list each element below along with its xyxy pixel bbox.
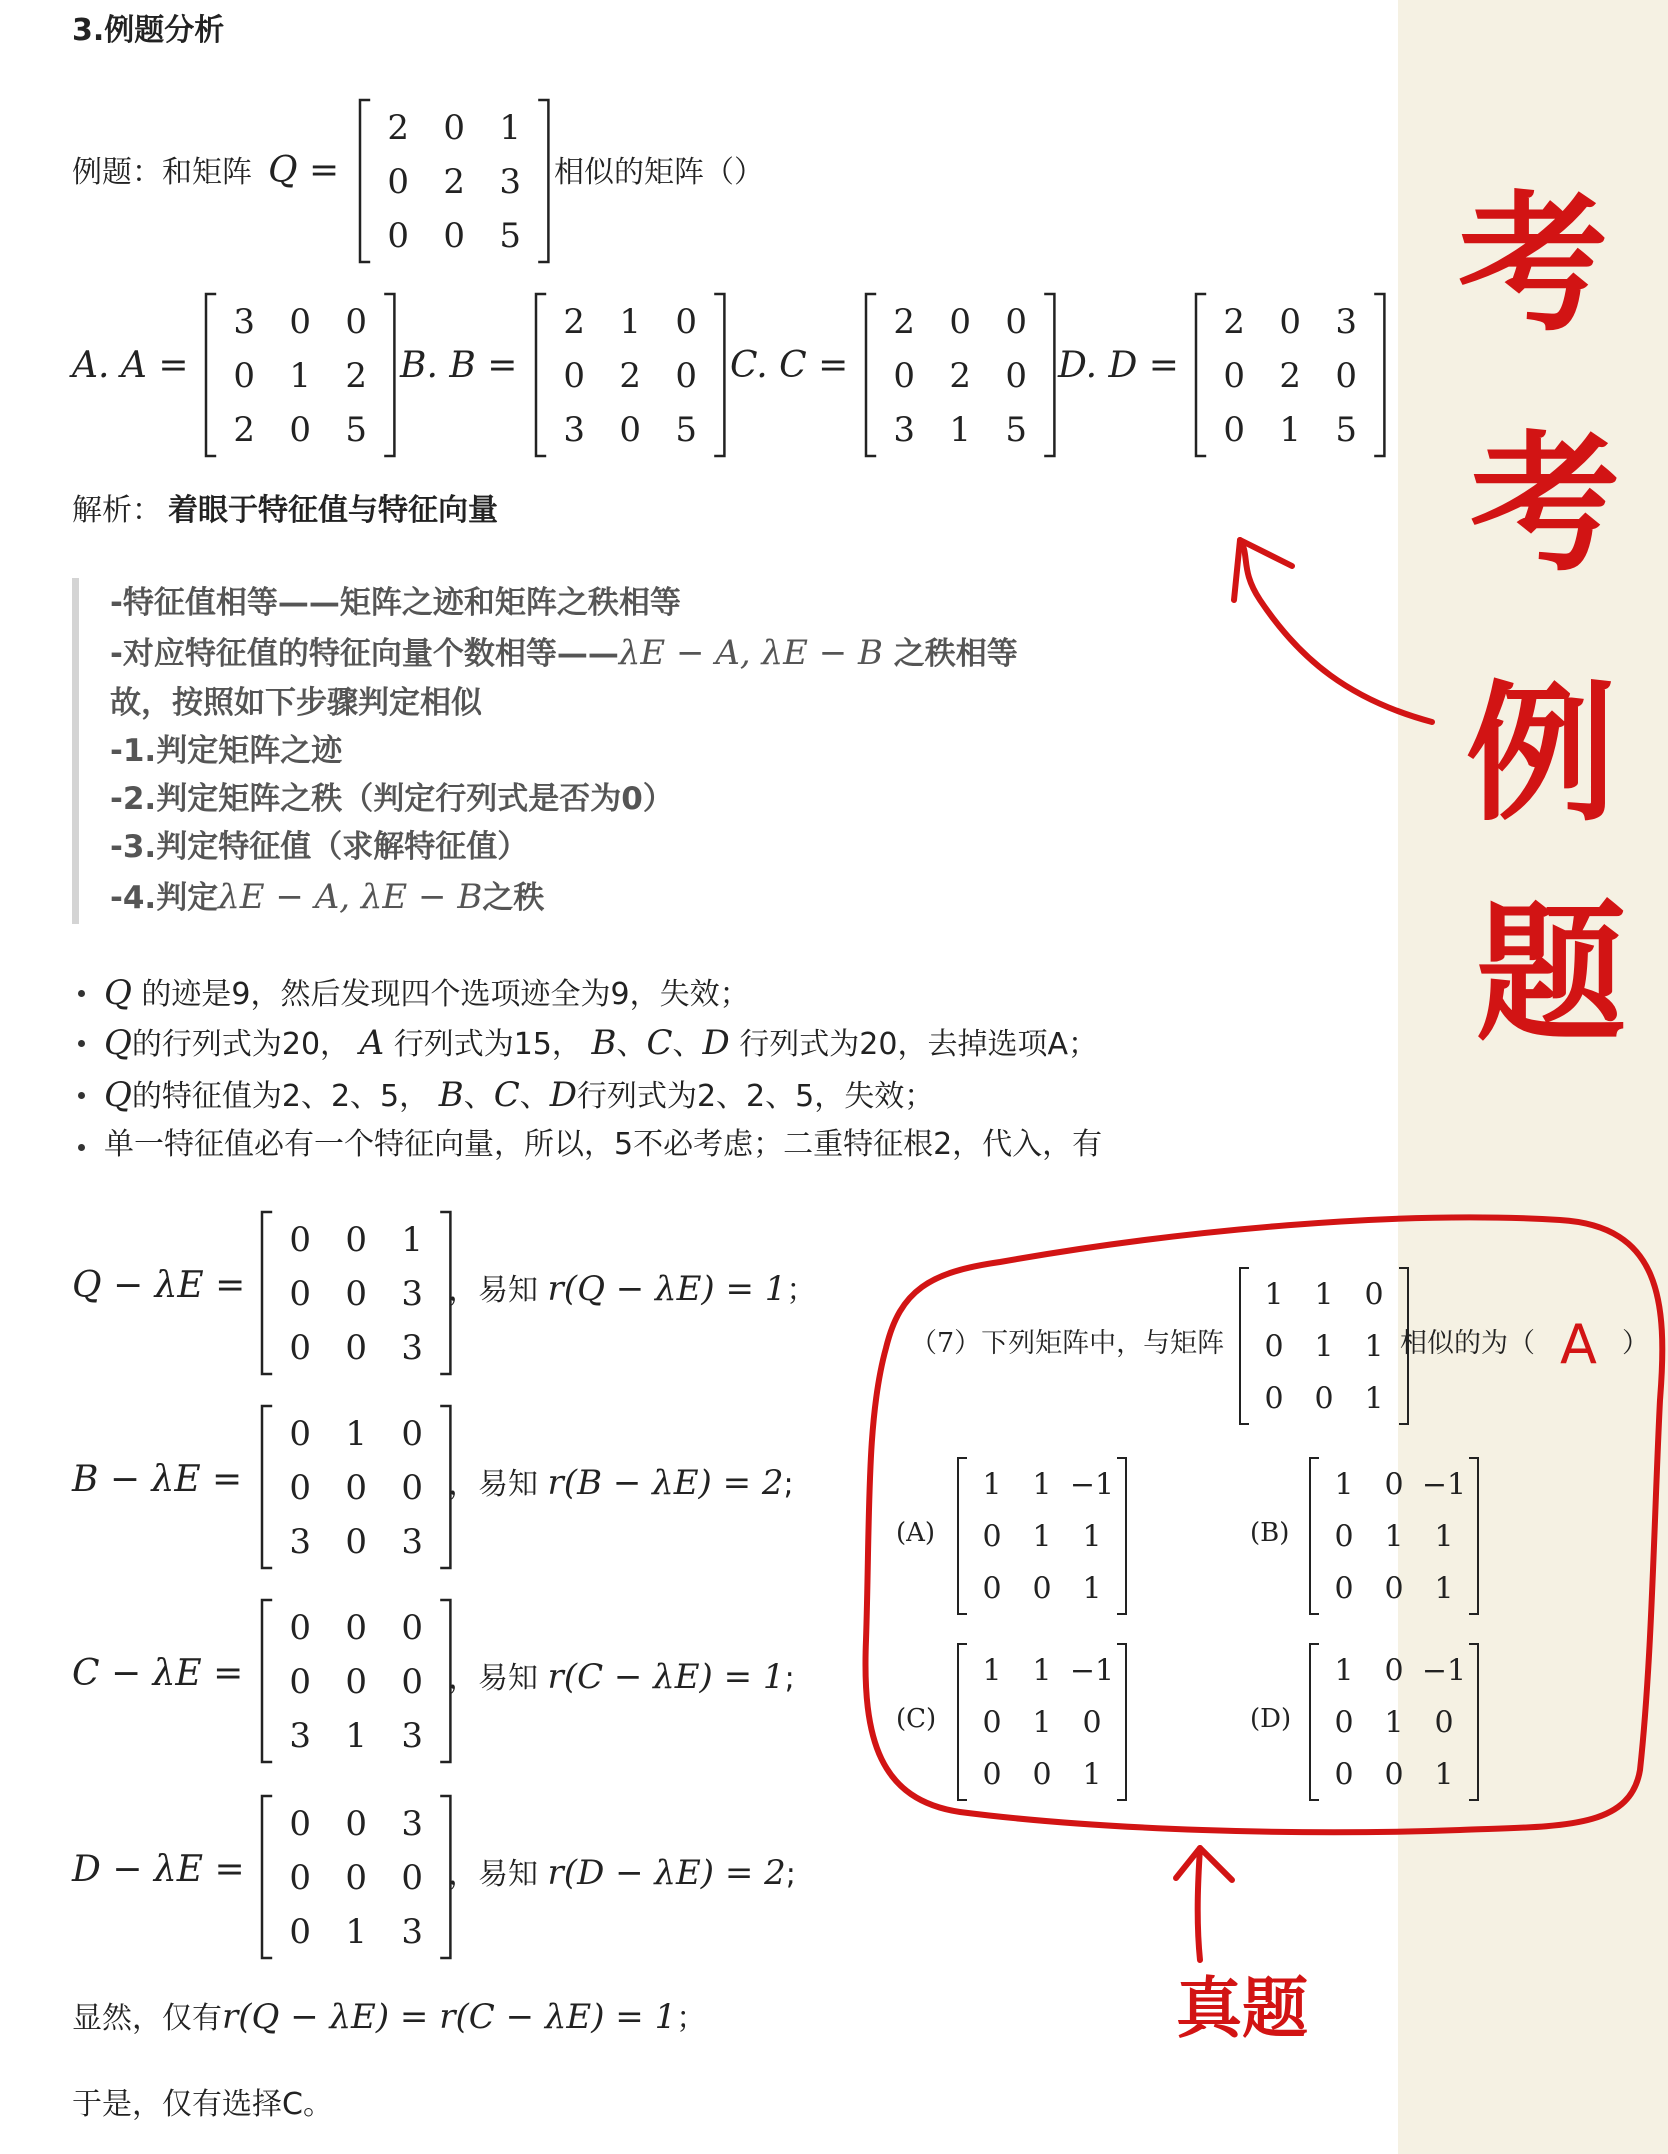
quote-line-3: 故，按照如下步骤判定相似 [110,685,482,721]
equals-sign: = [1137,345,1179,386]
option-b-matrix-right-bracket [714,294,724,456]
option-d-matrix-entry: 0 [1335,355,1358,396]
exam-option-d-matrix-right-bracket [1469,1644,1478,1800]
option-d-matrix-entry: 5 [1335,409,1358,450]
option-d-matrix-entry: 0 [1223,355,1246,396]
option-b-matrix [536,294,724,456]
exam-option-a-matrix-entry: 1 [1082,1571,1102,1607]
derivation-b-matrix-entry: 3 [401,1521,424,1562]
exam-option-a-matrix-entry: −1 [1069,1467,1115,1503]
exam-option-d-matrix-entry: 0 [1434,1705,1454,1741]
example-matrix-right-bracket [538,100,548,262]
math-q: Q [104,973,132,1013]
option-a-name: A [120,345,147,386]
derivation-q-matrix-entry: 3 [401,1273,424,1314]
derivation-d-end: ; [785,1857,796,1892]
derivation-q-matrix-right-bracket [440,1212,450,1374]
derivation-d-matrix-entry: 0 [289,1803,312,1844]
quote-line-2-suffix: 之秩相等 [893,636,1018,672]
exam-option-c-matrix [958,1644,1126,1800]
conclusion-2: 于是，仅有选择C。 [72,2087,333,2122]
annotation-bottom-label: 真题 [1176,1970,1308,2047]
derivation-b-matrix-entry: 0 [401,1467,424,1508]
exam-question-matrix-entry: 0 [1364,1277,1384,1313]
annotation-char-2: 考 [1470,418,1621,592]
option-c-matrix-entry: 0 [1005,301,1028,342]
exam-question-matrix-left-bracket [1240,1268,1249,1424]
option-a-matrix-entry: 0 [289,409,312,450]
annotation-char-3: 例 [1466,668,1617,842]
derivation-d-matrix-entry: 0 [345,1803,368,1844]
option-c-letter: C. [730,345,768,386]
exam-question-matrix-entry: 0 [1314,1381,1334,1417]
option-d-letter: D. [1058,345,1098,386]
math-bcd: B [591,1023,617,1063]
option-b-matrix-entry: 1 [619,301,642,342]
option-b-letter: B. [400,345,438,386]
option-b-matrix-entry: 0 [675,355,698,396]
exam-question-close: ） [1622,1328,1649,1359]
example-matrix-entry: 0 [443,215,466,256]
exam-option-a-matrix [958,1458,1126,1614]
exam-option-c-matrix-entry: 0 [982,1705,1002,1741]
bullet-2-text-b: 行列式为15， [393,1027,582,1062]
derivation-q-note-text: ，易知 [448,1273,538,1308]
option-c-matrix-entry: 0 [949,301,972,342]
exam-option-b-matrix-entry: 0 [1334,1519,1354,1555]
exam-option-c-matrix-right-bracket [1117,1644,1126,1800]
math-c: C [646,1023,673,1063]
quote-line-5: -2.判定矩阵之秩（判定行列式是否为0） [110,781,674,817]
exam-question-suffix: 相似的为（ [1400,1328,1535,1359]
exam-question-matrix-entry: 0 [1264,1381,1284,1417]
exam-option-b-matrix-right-bracket [1469,1458,1478,1614]
bullet-3: Q的特征值为2、2、5， B、C、D行列式为2、2、5，失效； [104,1075,935,1115]
derivation-q-lhs-text: Q − λE = [72,1265,246,1306]
derivation-c-note-math: r(C − λE) = 1 [547,1657,785,1697]
option-b-matrix-entry: 0 [563,355,586,396]
example-matrix-entry: 2 [387,107,410,148]
math-c: C [493,1075,520,1115]
derivation-b-matrix-entry: 3 [289,1521,312,1562]
option-d-matrix-right-bracket [1374,294,1384,456]
exam-question-matrix-right-bracket [1399,1268,1408,1424]
option-c-matrix-entry: 5 [1005,409,1028,450]
derivation-b-matrix-left-bracket [262,1406,272,1568]
exam-option-c-matrix-entry: 0 [982,1757,1002,1793]
quote-line-2-math: λE − A, λE − B [618,633,883,673]
example-matrix-entry: 0 [387,161,410,202]
derivation-b-matrix-entry: 0 [289,1413,312,1454]
derivation-c-matrix-entry: 0 [345,1607,368,1648]
equals-sign: = [806,345,849,386]
exam-option-a-matrix-entry: 0 [982,1519,1002,1555]
exam-option-a-matrix-left-bracket [958,1458,967,1614]
option-b-matrix-entry: 0 [619,409,642,450]
conclusion-1-text: 显然，仅有 [72,2001,222,2036]
derivation-d-matrix [262,1796,450,1958]
exam-option-a-matrix-entry: 0 [982,1571,1002,1607]
exam-option-a-matrix-right-bracket [1117,1458,1126,1614]
quote-line-2-text: -对应特征值的特征向量个数相等—— [110,636,619,672]
option-a-matrix-entry: 1 [289,355,312,396]
option-a-matrix-entry: 2 [345,355,368,396]
option-a-matrix-entry: 0 [289,301,312,342]
derivation-c-matrix-entry: 0 [401,1661,424,1702]
math-d: D [549,1075,577,1115]
option-a-matrix-entry: 0 [233,355,256,396]
example-matrix-entry: 2 [443,161,466,202]
option-c-name: C [779,345,807,386]
exam-question-matrix [1240,1268,1408,1424]
exam-question-matrix-entry: 1 [1264,1277,1284,1313]
bullet-2-text-a: 的行列式为20， [131,1027,351,1062]
analysis-text: 着眼于特征值与特征向量 [168,493,498,528]
exam-option-d-matrix-entry: 1 [1334,1653,1354,1689]
option-b-matrix-left-bracket [536,294,546,456]
derivation-q-matrix-entry: 0 [289,1273,312,1314]
derivation-d-matrix-left-bracket [262,1796,272,1958]
option-c-matrix-right-bracket [1044,294,1054,456]
option-a-matrix-entry: 3 [233,301,256,342]
example-matrix-left-bracket [360,100,370,262]
derivation-d-note-text: ，易知 [448,1857,538,1892]
derivation-q-matrix-entry: 0 [345,1327,368,1368]
derivation-c-matrix-entry: 0 [345,1661,368,1702]
exam-option-a-label: (A) [896,1518,936,1548]
bullet-4: 单一特征值必有一个特征向量，所以，5不必考虑；二重特征根2，代入，有 [104,1127,1103,1162]
example-matrix-entry: 3 [499,161,522,202]
derivation-b-note-math: r(B − λE) = 2 [547,1463,784,1503]
option-d-matrix-entry: 2 [1279,355,1302,396]
exam-option-c-matrix-entry: 1 [1032,1653,1052,1689]
option-b-matrix-entry: 0 [675,301,698,342]
derivation-q-matrix-entry: 0 [289,1327,312,1368]
exam-option-d-label: (D) [1250,1704,1292,1734]
derivation-c-matrix-entry: 0 [289,1607,312,1648]
exam-question-matrix-entry: 1 [1314,1329,1334,1365]
equals-sign: = [146,345,189,386]
exam-question-matrix-entry: 1 [1364,1381,1384,1417]
derivation-b-matrix-entry: 1 [345,1413,368,1454]
exam-option-c-matrix-entry: 0 [1082,1705,1102,1741]
exam-option-b-matrix-entry: 1 [1434,1519,1454,1555]
derivation-b-matrix-right-bracket [440,1406,450,1568]
math-d: D [702,1023,730,1063]
exam-option-b-label: (B) [1250,1518,1290,1548]
exam-option-d-matrix-entry: 0 [1384,1653,1404,1689]
analysis-label: 解析： [72,493,162,528]
exam-option-b-matrix-entry: 0 [1384,1571,1404,1607]
derivation-c-matrix-entry: 0 [401,1607,424,1648]
derivation-c-matrix-right-bracket [440,1600,450,1762]
derivation-c-matrix-entry: 3 [401,1715,424,1756]
derivation-b-matrix [262,1406,450,1568]
exam-option-d-matrix-entry: 1 [1384,1705,1404,1741]
example-matrix-entry: 0 [387,215,410,256]
exam-option-c-matrix-left-bracket [958,1644,967,1800]
exam-option-d-matrix-left-bracket [1310,1644,1319,1800]
option-d-matrix-entry: 2 [1223,301,1246,342]
derivation-d-matrix-entry: 3 [401,1911,424,1952]
derivation-d-matrix-entry: 1 [345,1911,368,1952]
math-b: B [438,1075,464,1115]
math-q: Q [104,1075,132,1115]
example-matrix-entry: 1 [499,107,522,148]
quote-line-4: -1.判定矩阵之迹 [110,733,343,769]
derivation-b-matrix-entry: 0 [345,1521,368,1562]
bullet-2-text-c: 行列式为20，去掉选项A； [739,1027,1098,1062]
derivation-d-matrix-right-bracket [440,1796,450,1958]
option-b-matrix-entry: 2 [563,301,586,342]
option-b-matrix-entry: 3 [563,409,586,450]
example-matrix-name: Q [268,150,298,191]
exam-option-d-matrix-entry: 0 [1334,1757,1354,1793]
quote-line-1: -特征值相等——矩阵之迹和矩阵之秩相等 [110,585,681,621]
option-a-letter: A. [72,345,110,386]
option-c-matrix-entry: 3 [893,409,916,450]
annotation-char-1: 考 [1458,178,1609,352]
exam-option-d-matrix-entry: 0 [1334,1705,1354,1741]
option-b-matrix-entry: 5 [675,409,698,450]
bullet-3-text-b: 行列式为2、2、5，失效； [576,1079,935,1114]
exam-option-c-matrix-entry: 1 [982,1653,1002,1689]
exam-option-d-matrix [1310,1644,1478,1800]
section-heading: 3.例题分析 [72,13,225,48]
exam-option-b-matrix-entry: −1 [1421,1467,1467,1503]
quote-line-7-math: λE − A, λE − B [218,877,483,917]
exam-question-matrix-entry: 1 [1314,1277,1334,1313]
exam-handwritten-answer: A [1560,1313,1597,1376]
option-a-matrix-right-bracket [384,294,394,456]
example-matrix [360,100,548,262]
annotation-arrow-up [1198,1848,1200,1960]
exam-option-c-matrix-entry: 1 [1082,1757,1102,1793]
exam-option-d-matrix-entry: 0 [1384,1757,1404,1793]
option-c-matrix-entry: 2 [893,301,916,342]
exam-option-d-matrix-entry: 1 [1434,1757,1454,1793]
option-b-name: B [449,345,476,386]
option-a-matrix-entry: 0 [345,301,368,342]
exam-option-b-matrix [1310,1458,1478,1614]
option-a-matrix-entry: 2 [233,409,256,450]
exam-option-d-matrix-entry: −1 [1421,1653,1467,1689]
derivation-d-matrix-entry: 0 [401,1857,424,1898]
option-a-matrix-left-bracket [206,294,216,456]
option-d-matrix-left-bracket [1196,294,1206,456]
example-matrix-entry: 5 [499,215,522,256]
option-c-matrix [866,294,1054,456]
quote-line-7-text: -4.判定 [110,880,219,916]
derivation-b-lhs-text: B − λE = [72,1459,243,1500]
equals-sign: = [297,150,340,191]
example-suffix: 相似的矩阵（） [554,155,764,190]
derivation-q-matrix-entry: 1 [401,1219,424,1260]
bullet-2: Q的行列式为20， A 行列式为15， B、C、D 行列式为20，去掉选项A； [104,1023,1098,1063]
exam-option-a-matrix-entry: 0 [1032,1571,1052,1607]
option-d-matrix-entry: 0 [1279,301,1302,342]
derivation-q-matrix-left-bracket [262,1212,272,1374]
derivation-q-matrix-entry: 0 [345,1273,368,1314]
derivation-d-note-math: r(D − λE) = 2 [547,1853,786,1893]
option-b-matrix-entry: 2 [619,355,642,396]
exam-option-a-matrix-entry: 1 [982,1467,1002,1503]
option-d-matrix-entry: 0 [1223,409,1246,450]
bullet-1-text: 的迹是9，然后发现四个选项迹全为9，失效； [141,977,750,1012]
example-prefix: 例题：和矩阵 [72,155,252,190]
option-c-matrix-entry: 2 [949,355,972,396]
derivation-q-matrix-entry: 3 [401,1327,424,1368]
exam-option-c-matrix-entry: 1 [1032,1705,1052,1741]
exam-option-a-matrix-entry: 1 [1032,1467,1052,1503]
option-c-matrix-entry: 0 [893,355,916,396]
bullet-3-text-a: 的特征值为2、2、5， [131,1079,430,1114]
conclusion-1-end: ； [676,2001,707,2036]
example-matrix-entry: 0 [443,107,466,148]
equals-sign: = [475,345,518,386]
derivation-q-matrix [262,1212,450,1374]
derivation-b-matrix-entry: 0 [289,1467,312,1508]
exam-option-b-matrix-entry: 0 [1334,1571,1354,1607]
derivation-b-note-text: ，易知 [448,1467,538,1502]
derivation-q-matrix-entry: 0 [345,1219,368,1260]
exam-option-b-matrix-entry: 1 [1434,1571,1454,1607]
derivation-d-matrix-entry: 0 [289,1857,312,1898]
exam-question-matrix-entry: 0 [1264,1329,1284,1365]
option-c-matrix-entry: 0 [1005,355,1028,396]
quote-line-6: -3.判定特征值（求解特征值） [110,829,529,865]
option-d-matrix-entry: 1 [1279,409,1302,450]
derivation-b-matrix-entry: 0 [401,1413,424,1454]
derivation-d-matrix-entry: 0 [289,1911,312,1952]
derivation-d-matrix-entry: 0 [345,1857,368,1898]
derivation-c-matrix-left-bracket [262,1600,272,1762]
exam-option-a-matrix-entry: 1 [1082,1519,1102,1555]
option-a-matrix [206,294,394,456]
derivation-c-matrix-entry: 1 [345,1715,368,1756]
conclusion-1-math: r(Q − λE) = r(C − λE) = 1 [222,1997,677,2037]
derivation-q-end: ； [786,1273,817,1308]
option-a-matrix-entry: 5 [345,409,368,450]
option-d-matrix-entry: 3 [1335,301,1358,342]
derivation-c-lhs-text: C − λE = [72,1653,244,1694]
derivation-q-note-math: r(Q − λE) = 1 [547,1269,787,1309]
derivation-d-matrix-entry: 3 [401,1803,424,1844]
math-q: Q [104,1023,132,1063]
derivation-c-matrix-entry: 3 [289,1715,312,1756]
option-c-matrix-left-bracket [866,294,876,456]
annotation-char-4: 题 [1476,888,1627,1062]
derivation-c-matrix [262,1600,450,1762]
exam-option-b-matrix-entry: 1 [1384,1519,1404,1555]
exam-option-b-matrix-entry: 1 [1334,1467,1354,1503]
exam-option-b-matrix-left-bracket [1310,1458,1319,1614]
exam-option-c-matrix-entry: −1 [1069,1653,1115,1689]
annotation-arrow-up-head [1176,1848,1232,1880]
quote-line-7-suffix: 之秩 [482,880,545,916]
derivation-b-matrix-entry: 0 [345,1467,368,1508]
derivation-b-end: ; [783,1467,794,1502]
annotation-arrow-upleft [1240,540,1432,722]
derivation-c-end: ; [784,1661,795,1696]
exam-option-a-matrix-entry: 1 [1032,1519,1052,1555]
exam-option-c-matrix-entry: 0 [1032,1757,1052,1793]
option-d-matrix [1196,294,1384,456]
derivation-c-note-text: ，易知 [448,1661,538,1696]
exam-question-prefix: （7）下列矩阵中，与矩阵 [910,1328,1225,1359]
derivation-d-lhs-text: D − λE = [72,1849,245,1890]
exam-option-b-matrix-entry: 0 [1384,1467,1404,1503]
exam-option-c-label: (C) [896,1704,937,1734]
option-d-name: D [1108,345,1138,386]
exam-question-matrix-entry: 1 [1364,1329,1384,1365]
derivation-c-matrix-entry: 0 [289,1661,312,1702]
math-a: A [359,1023,385,1063]
option-c-matrix-entry: 1 [949,409,972,450]
derivation-q-matrix-entry: 0 [289,1219,312,1260]
